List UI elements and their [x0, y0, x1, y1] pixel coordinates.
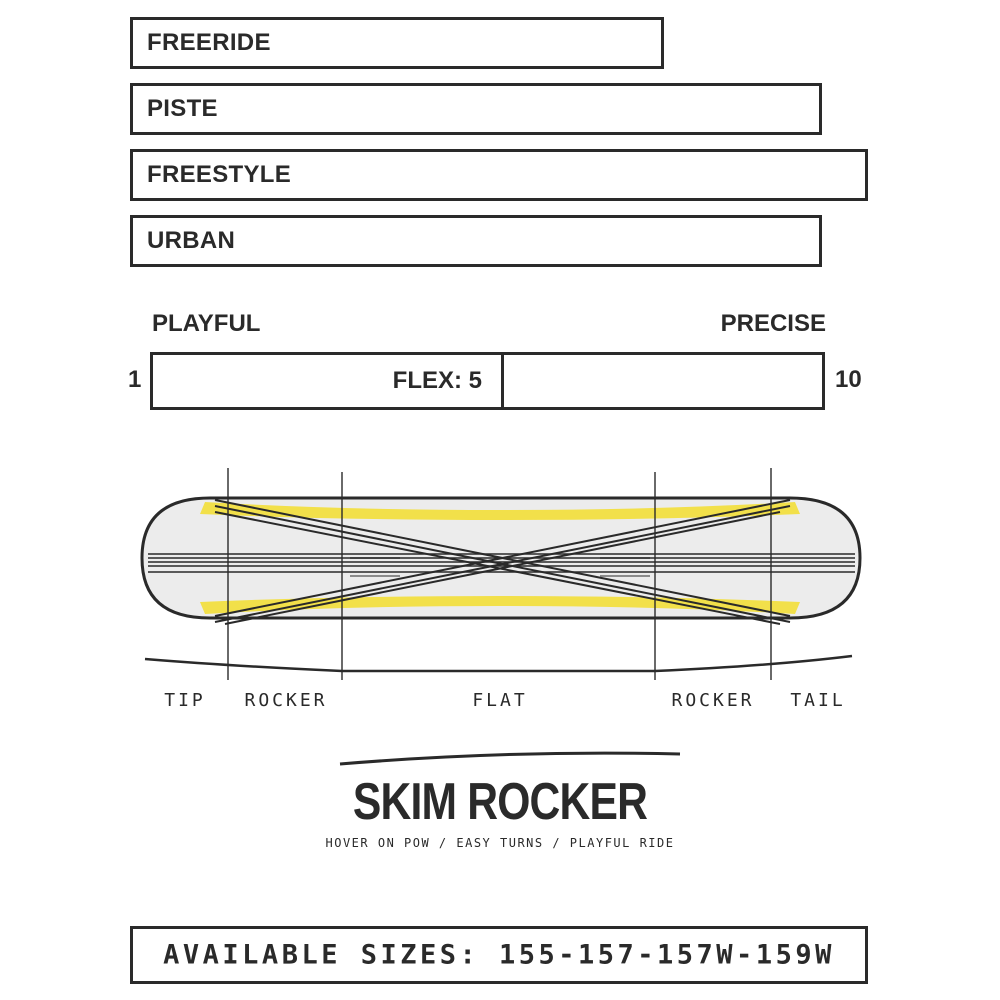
- profile-subtitle: HOVER ON POW / EASY TURNS / PLAYFUL RIDE: [325, 836, 675, 850]
- flex-min: 1: [128, 366, 142, 393]
- profile-title: SKIM ROCKER: [352, 773, 648, 831]
- flex-left-label: PLAYFUL: [152, 310, 261, 337]
- style-bar-label: FREESTYLE: [147, 161, 292, 188]
- flex-marker: [501, 355, 504, 407]
- zone-label-flat: FLAT: [472, 690, 528, 711]
- zone-label-rocker-front: ROCKER: [244, 690, 328, 711]
- zone-label-tail: TAIL: [790, 690, 846, 711]
- style-bar-urban: [130, 215, 822, 267]
- flex-max: 10: [835, 366, 862, 393]
- board-profile-illustration: [0, 440, 1000, 680]
- style-bar-piste: [130, 83, 822, 135]
- flex-value: FLEX: 5: [392, 367, 482, 394]
- flex-right-label: PRECISE: [720, 310, 826, 337]
- rocker-profile-curve: [145, 656, 852, 671]
- title-arc: [330, 748, 690, 772]
- available-sizes: AVAILABLE SIZES: 155-157-157W-159W: [163, 939, 835, 971]
- style-bar-label: URBAN: [147, 227, 236, 254]
- style-bar-freestyle: [130, 149, 868, 201]
- style-bar-freeride: [130, 17, 664, 69]
- available-sizes-box: [130, 926, 868, 984]
- style-bar-label: PISTE: [147, 95, 218, 122]
- zone-label-rocker-back: ROCKER: [671, 690, 755, 711]
- style-bar-label: FREERIDE: [147, 29, 271, 56]
- flex-scale: [150, 352, 825, 410]
- zone-label-tip: TIP: [164, 690, 206, 711]
